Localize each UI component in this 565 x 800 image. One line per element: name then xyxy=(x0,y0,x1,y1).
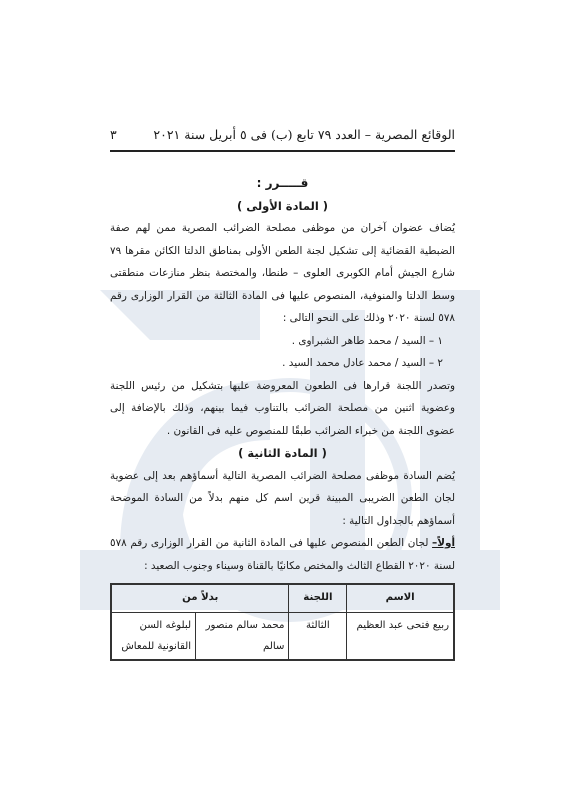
page-number: ٣ xyxy=(110,127,117,142)
article-1-closing: وتصدر اللجنة قرارها فى الطعون المعروضة عليها بتشكيل من رئيس اللجنة وعضوية اثنين من مصلحة الضرائب بالتناوب فيما بينهم، وذلك بالإضافة إلى عضوى اللجنة من خبراء الضرائب طبقًا للمنصوص عليه فى القانون . xyxy=(110,379,455,437)
member-item: ٢ – السيد / محمد عادل محمد السيد . xyxy=(282,357,443,369)
header-rule xyxy=(110,150,455,152)
member-item: ١ – السيد / محمد طاهر الشبراوى . xyxy=(291,334,443,347)
decree-body xyxy=(110,172,455,661)
article-2-intro: يُضم السادة موظفى مصلحة الضرائب المصرية التالية أسماؤهم بعد إلى عضوية لجان الطعن الضريبى المبينة قرين اسم كل منهم بدلاً من السادة الموضحة أسماؤهم بالجداول التالية : xyxy=(110,469,455,527)
cell-committee: الثالثة xyxy=(289,612,347,660)
cell-name: ربيع فتحى عبد العظيم xyxy=(347,612,454,660)
col-header-committee: اللجنة xyxy=(289,584,347,612)
gazette-title: الوقائع المصرية – العدد ٧٩ تابع (ب) فى ٥ أبريل سنة ٢٠٢١ xyxy=(153,127,455,142)
article-1-title: ( المادة الأولى ) xyxy=(236,198,329,213)
col-header-replacing: بدلاً من xyxy=(111,584,289,612)
decree-label: قـــــرر : xyxy=(256,176,309,190)
cell-reason: لبلوغه السن القانونية للمعاش xyxy=(111,612,196,660)
table-header-row xyxy=(111,584,454,612)
section-first-label: أولاً– xyxy=(432,537,455,549)
members-table xyxy=(110,583,455,661)
page-header xyxy=(110,127,455,147)
article-2-title: ( المادة الثانية ) xyxy=(238,446,327,460)
section-first-text: لجان الطعن المنصوص عليها فى المادة الثانية من القرار الوزارى رقم ٥٧٨ لسنة ٢٠٢٠ القطاع الثالث والمختص مكانيًا بالقناة وسيناء وجنوب الصعيد : xyxy=(110,537,455,572)
section-first xyxy=(110,532,455,577)
col-header-name: الاسم xyxy=(347,584,454,612)
article-1-intro: يُضاف عضوان آخران من موظفى مصلحة الضرائب المصرية ممن لهم صفة الضبطية القضائية إلى تشكيل لجنة الطعن الأولى بمناطق الدلتا الكائن مقرها ٧٩ شارع الجيش أمام الكوبرى العلوى – طنطا، والمختصة بنظر منازعات منطقتى وسط الدلتا والمنوفية، المنصوص عليها فى المادة الثالثة من القرار الوزارى رقم ٥٧٨ لسنة ٢٠٢٠ وذلك على النحو التالى : xyxy=(110,222,455,324)
cell-replacing-name: محمد سالم منصور سالم xyxy=(196,612,289,660)
table-row xyxy=(111,612,454,660)
